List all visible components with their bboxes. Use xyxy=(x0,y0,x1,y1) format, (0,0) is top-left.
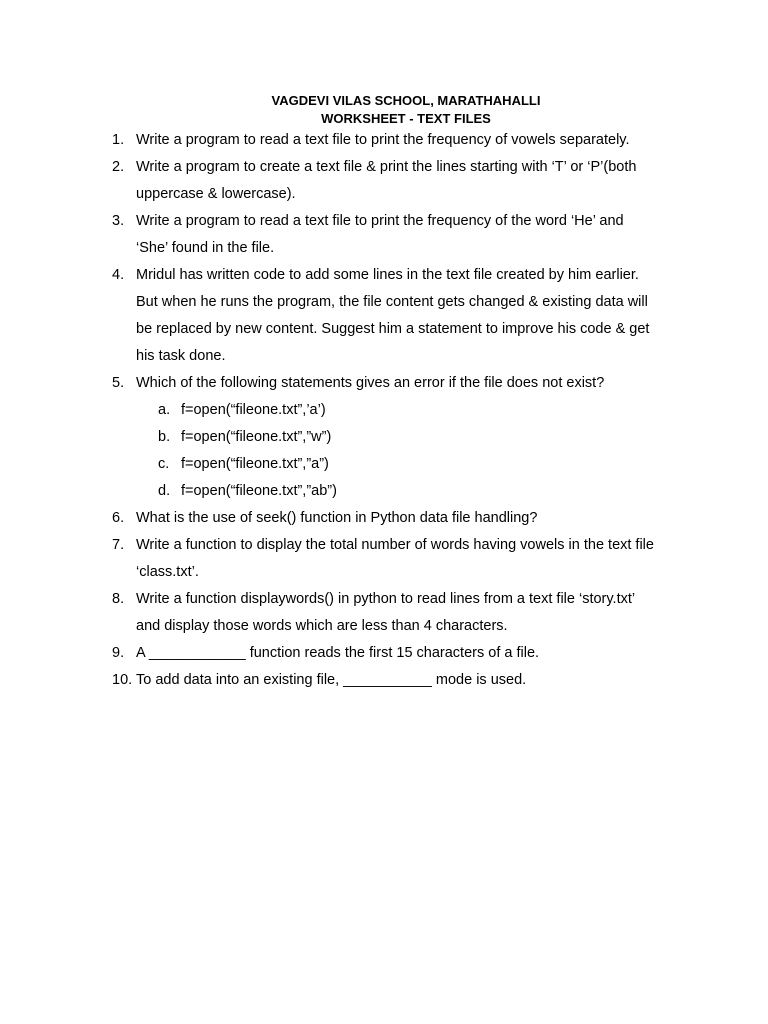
option-item xyxy=(136,397,692,424)
question-text-line: Write a program to read a text file to print the frequency of the word ‘He’ and xyxy=(136,213,624,229)
question-number: 9. xyxy=(112,645,125,661)
question-number: 7. xyxy=(112,537,125,553)
question-text-line: Which of the following statements gives an error if the file does not exist? xyxy=(136,375,605,391)
option-letter: a. xyxy=(158,402,171,418)
question-item xyxy=(112,262,692,370)
question-item xyxy=(112,208,692,262)
option-letter: c. xyxy=(158,456,170,472)
option-text: f=open(“fileone.txt”,”w”) xyxy=(181,429,332,445)
question-text-line: But when he runs the program, the file content gets changed & existing data will xyxy=(136,294,648,310)
question-text-line: uppercase & lowercase). xyxy=(136,186,296,202)
question-number: 6. xyxy=(112,510,125,526)
question-item xyxy=(112,640,692,667)
question-text-line: and display those words which are less than 4 characters. xyxy=(136,618,508,634)
question-text-line: ‘class.txt’. xyxy=(136,564,199,580)
question-number: 1. xyxy=(112,132,125,148)
option-list xyxy=(136,397,692,505)
question-item xyxy=(112,127,692,154)
question-text-line: Write a program to create a text file & print the lines starting with ‘T’ or ‘P’(both xyxy=(136,159,637,175)
question-number: 3. xyxy=(112,213,125,229)
option-item xyxy=(136,424,692,451)
option-letter: d. xyxy=(158,483,171,499)
question-list xyxy=(112,127,692,694)
option-item xyxy=(136,478,692,505)
worksheet-title: WORKSHEET - TEXT FILES xyxy=(321,111,491,126)
question-number: 10. xyxy=(112,672,133,688)
question-text-line: What is the use of seek() function in Python data file handling? xyxy=(136,510,538,526)
question-item xyxy=(112,154,692,208)
question-text-line: ‘She’ found in the file. xyxy=(136,240,275,256)
question-text-line: Write a program to read a text file to print the frequency of vowels separately. xyxy=(136,132,630,148)
option-item xyxy=(136,451,692,478)
question-number: 2. xyxy=(112,159,125,175)
question-item xyxy=(112,667,692,694)
question-item xyxy=(112,370,692,505)
question-number: 8. xyxy=(112,591,125,607)
school-name: VAGDEVI VILAS SCHOOL, MARATHAHALLI xyxy=(271,93,541,108)
question-text-line: Write a function displaywords() in python to read lines from a text file ‘story.txt’ xyxy=(136,591,636,607)
question-text-line: To add data into an existing file, ___________ mode is used. xyxy=(136,672,527,688)
question-text-line: his task done. xyxy=(136,348,226,364)
question-text-line: be replaced by new content. Suggest him a statement to improve his code & get xyxy=(136,321,650,337)
question-item xyxy=(112,532,692,586)
question-number: 5. xyxy=(112,375,125,391)
option-text: f=open(“fileone.txt”,’a’) xyxy=(181,402,326,418)
question-item xyxy=(112,586,692,640)
question-text-line: Write a function to display the total number of words having vowels in the text file xyxy=(136,537,654,553)
option-letter: b. xyxy=(158,429,171,445)
option-text: f=open(“fileone.txt”,”ab”) xyxy=(181,483,337,499)
question-text-line: A ____________ function reads the first 15 characters of a file. xyxy=(136,645,540,661)
option-text: f=open(“fileone.txt”,”a”) xyxy=(181,456,329,472)
question-item xyxy=(112,505,692,532)
question-number: 4. xyxy=(112,267,125,283)
question-text-line: Mridul has written code to add some lines in the text file created by him earlier. xyxy=(136,267,639,283)
